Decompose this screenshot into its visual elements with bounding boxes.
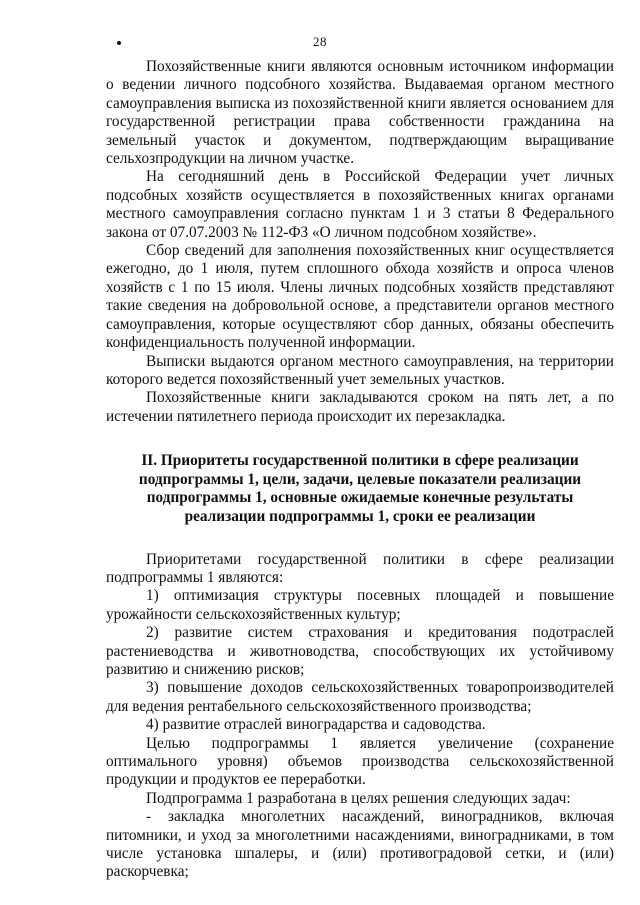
- document-body: [106, 58, 614, 882]
- paragraph-federal-law-accounting: На сегодняшний день в Российской Федерации учет личных подсобных хозяйств осуществляется в похозяйственных книгах органами местного самоуправления согласно пунктам 1 и 3 статьи 8 Федерального закона от 07.07.2003 № 112-ФЗ «О личном подсобном хозяйстве».: [106, 168, 614, 241]
- scan-dot-mark: [117, 41, 121, 45]
- paragraph-priorities-intro: Приоритетами государственной политики в сфере реализации подпрограммы 1 являются:: [106, 550, 614, 586]
- paragraph-household-books-intro: Похозяйственные книги являются основным источником информации о ведении личного подсобного хозяйства. Выдаваемая органом местного самоуправления выписка из похозяйственной книги является основанием для государственной регистрации права собственности гражданина на земельный участок и документом, подтверждающим выращивание сельхозпродукции на личном участке.: [106, 58, 614, 168]
- page-number: 28: [313, 34, 327, 49]
- paragraph-books-term: Похозяйственные книги закладываются сроком на пять лет, а по истечении пятилетнего периода происходит их перезакладка.: [106, 389, 614, 425]
- paragraph-extracts-issued: Выписки выдаются органом местного самоуправления, на территории которого ведется похозяйственный учет земельных участков.: [106, 352, 614, 388]
- paragraph-tasks-intro: Подпрограмма 1 разработана в целях решения следующих задач:: [146, 789, 571, 807]
- list-item-priority-3: 3) повышение доходов сельскохозяйственных товаропроизводителей для ведения рентабельного сельскохозяйственного производства;: [106, 679, 614, 715]
- list-item-priority-1: 1) оптимизация структуры посевных площадей и повышение урожайности сельскохозяйственных культур;: [106, 587, 614, 623]
- list-item-priority-2: 2) развитие систем страхования и кредитования подотраслей растениеводства и животноводства, способствующих их устойчивому развитию и снижению рисков;: [106, 624, 614, 678]
- list-item-task-1: - закладка многолетних насаждений, виноградников, включая питомники, и уход за многолетними насаждениями, виноградниками, в том числе установка шпалеры, и (или) противоградовой сетки, и (или) раскорчевка;: [106, 808, 614, 881]
- paragraph-data-collection: Сбор сведений для заполнения похозяйственных книг осуществляется ежегодно, до 1 июля, путем сплошного обхода хозяйств и опроса членов хозяйств с 1 по 15 июля. Члены личных подсобных хозяйств представляют такие сведения на добровольной основе, а представители органов местного самоуправления, которые осуществляют сбор данных, обязаны обеспечить конфиденциальность полученной информации.: [106, 242, 614, 352]
- section-heading: II. Приоритеты государственной политики в сфере реализации подпрограммы 1, цели, задачи, целевые показатели реализации подпрограммы 1, основные ожидаемые конечные результаты реализации подпрограммы 1, сроки ее реализации: [138, 452, 582, 525]
- list-item-priority-4: 4) развитие отраслей виноградарства и садоводства.: [146, 716, 486, 734]
- paragraph-goal: Целью подпрограммы 1 является увеличение (сохранение оптимального уровня) объемов производства сельскохозяйственной продукции и продуктов ее переработки.: [106, 734, 614, 789]
